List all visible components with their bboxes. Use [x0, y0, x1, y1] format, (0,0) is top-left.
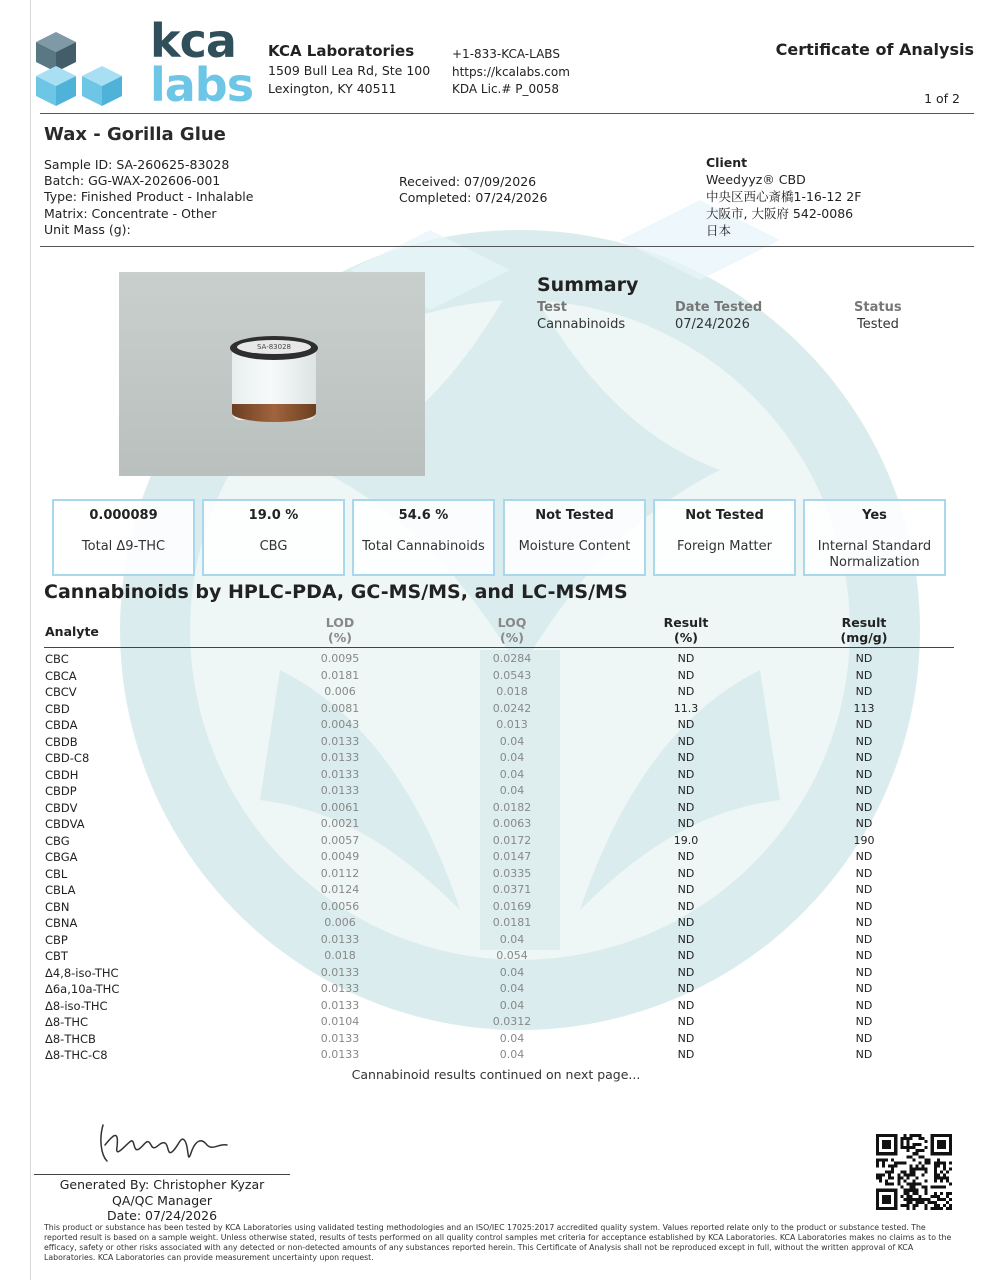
- loq-cell: 0.0312: [492, 1015, 532, 1028]
- summary-status-header: Status: [854, 300, 902, 315]
- result-pct-cell: ND: [677, 883, 695, 896]
- info-divider: [40, 246, 974, 247]
- analyte-cell: CBDVA: [45, 817, 85, 831]
- loq-cell: 0.04: [499, 734, 525, 748]
- document-title: Certificate of Analysis: [775, 40, 974, 59]
- col-header-loq-unit: (%): [500, 630, 524, 645]
- table-row: [44, 800, 956, 817]
- header-divider: [40, 113, 974, 114]
- lod-cell: 0.0056: [320, 899, 360, 913]
- loq-cell: 0.0063: [492, 817, 532, 830]
- lod-cell: 0.006: [324, 685, 356, 698]
- loq-cell: 0.0371: [492, 883, 532, 896]
- table-row: [44, 849, 956, 866]
- analyte-cell: CBDV: [45, 800, 78, 815]
- table-row: [44, 833, 956, 850]
- table-row: [44, 717, 956, 734]
- result-mg-cell: 113: [853, 701, 875, 715]
- loq-cell: 0.0172: [492, 833, 532, 847]
- col-header-loq-label: LOQ: [497, 615, 527, 630]
- summary-test-header: Test: [537, 300, 567, 315]
- table-row: [44, 948, 956, 965]
- result-mg-cell: ND: [855, 685, 873, 698]
- lod-cell: 0.0133: [320, 998, 360, 1012]
- col-header-loq: [472, 615, 552, 645]
- result-mg-cell: ND: [855, 1031, 873, 1045]
- loq-cell: 0.04: [499, 767, 525, 781]
- analyte-cell: CBG: [45, 833, 70, 848]
- card-internal-standard: [803, 499, 946, 576]
- dates-block: [399, 174, 547, 206]
- lod-cell: 0.018: [324, 949, 356, 962]
- signature-date: Date: 07/24/2026: [106, 1208, 218, 1223]
- analyte-cell: CBDB: [45, 734, 78, 749]
- lod-cell: 0.0133: [320, 767, 360, 781]
- analyte-cell: Δ4,8-iso-THC: [45, 965, 119, 980]
- logo-text-labs: labs: [150, 58, 254, 112]
- result-pct-cell: ND: [677, 817, 695, 830]
- result-pct-cell: ND: [677, 751, 695, 764]
- analyte-cell: CBL: [45, 866, 68, 881]
- loq-cell: 0.0147: [492, 850, 532, 863]
- loq-cell: 0.04: [499, 1048, 525, 1061]
- lab-address-line1: 1509 Bull Lea Rd, Ste 100: [268, 63, 431, 78]
- card-cbg: [202, 499, 345, 576]
- page-left-border: [30, 0, 31, 1280]
- result-pct-cell: ND: [677, 718, 695, 731]
- table-row: [44, 668, 956, 685]
- table-row: [44, 882, 956, 899]
- loq-cell: 0.04: [499, 784, 525, 797]
- result-mg-cell: ND: [855, 850, 873, 863]
- table-row: [44, 816, 956, 833]
- result-pct-cell: ND: [677, 1031, 695, 1045]
- result-pct-cell: ND: [677, 965, 695, 979]
- lod-cell: 0.0133: [320, 1048, 360, 1061]
- lod-cell: 0.0061: [320, 800, 360, 814]
- table-row: [44, 899, 956, 916]
- summary-title: Summary: [537, 274, 639, 296]
- client-block: [706, 154, 861, 239]
- result-mg-cell: ND: [855, 751, 873, 764]
- card-label: Internal Standard Normalization: [817, 539, 932, 570]
- lod-cell: 0.0112: [320, 866, 360, 880]
- summary-status-value: Tested: [857, 317, 899, 332]
- result-cards: [52, 499, 946, 576]
- analyte-cell: Δ8-iso-THC: [45, 998, 108, 1013]
- table-row: [44, 767, 956, 784]
- analyte-cell: CBDP: [45, 784, 77, 798]
- loq-cell: 0.054: [496, 949, 528, 962]
- sample-type: Type: Finished Product - Inhalable: [44, 189, 254, 205]
- client-name: Weedyyz® CBD: [706, 172, 806, 187]
- result-pct-cell: ND: [677, 734, 695, 748]
- client-address-line2: 大阪市, 大阪府 542-0086: [706, 206, 854, 221]
- result-mg-cell: ND: [855, 883, 873, 896]
- table-header-rule: [44, 647, 954, 648]
- lab-phone: +1-833-KCA-LABS: [452, 47, 560, 61]
- result-pct-cell: ND: [677, 982, 695, 995]
- loq-cell: 0.018: [496, 685, 528, 698]
- table-row: [44, 1014, 956, 1031]
- analyte-cell: CBDA: [45, 718, 78, 732]
- lod-cell: 0.0181: [320, 668, 360, 682]
- result-pct-cell: ND: [677, 949, 695, 962]
- batch: Batch: GG-WAX-202606-001: [44, 173, 221, 189]
- lab-website[interactable]: https://kcalabs.com: [452, 64, 570, 79]
- card-label: Total Cannabinoids: [362, 539, 485, 554]
- table-row: [44, 734, 956, 751]
- card-label: Foreign Matter: [677, 539, 772, 554]
- loq-cell: 0.0181: [492, 916, 532, 929]
- table-row: [44, 1047, 956, 1064]
- table-body: [44, 651, 956, 1064]
- col-header-result-pct: [646, 615, 726, 645]
- card-moisture-content: [503, 499, 646, 576]
- analyte-cell: CBT: [45, 949, 68, 963]
- table-row: [44, 684, 956, 701]
- table-row: [44, 651, 956, 668]
- lab-name: KCA Laboratories: [268, 42, 415, 60]
- col-header-lod: [300, 615, 380, 645]
- loq-cell: 0.0182: [492, 800, 532, 814]
- result-mg-cell: ND: [855, 652, 873, 665]
- analyte-cell: Δ8-THC-C8: [45, 1048, 108, 1062]
- card-value: 19.0 %: [248, 508, 299, 523]
- result-pct-cell: ND: [677, 800, 695, 814]
- lab-address-line2: Lexington, KY 40511: [268, 81, 397, 96]
- result-mg-cell: ND: [855, 1048, 873, 1061]
- col-header-result-mg: [824, 615, 904, 645]
- col-header-result-mg-label: Result: [841, 615, 887, 630]
- lab-address-block: [268, 42, 430, 98]
- loq-cell: 0.0242: [492, 701, 532, 715]
- lod-cell: 0.0081: [320, 701, 360, 715]
- table-row: [44, 932, 956, 949]
- analyte-cell: CBCV: [45, 685, 77, 699]
- col-header-result-pct-label: Result: [663, 615, 709, 630]
- card-total-cannabinoids: [352, 499, 495, 576]
- table-row: [44, 981, 956, 998]
- result-mg-cell: ND: [855, 1015, 873, 1028]
- card-value: Not Tested: [535, 508, 614, 523]
- table-row: [44, 866, 956, 883]
- result-pct-cell: ND: [677, 1048, 695, 1061]
- lod-cell: 0.0133: [320, 932, 360, 946]
- page-number: 1 of 2: [924, 91, 960, 106]
- disclaimer-text: This product or substance has been tested by KCA Laboratories using validated testing methodologies and an ISO/IEC 17025:2017 accredited quality system. Values reported relate only to the product or substance tested. The reported result is based on a sample weight. Unless otherwise stated, results of tests performed on all quality control samples met criteria for acceptance established by KCA Laboratories. KCA Laboratories makes no claims as to the efficacy, safety or other risks associated with any detected or non-detected amounts of any substances reported herein. This Certificate of Analysis shall not be reproduced except in full, without the written approval of KCA Laboratories. KCA Laboratories can provide measurement uncertainty upon request.: [44, 1223, 952, 1262]
- result-pct-cell: 11.3: [673, 701, 699, 715]
- card-label: CBG: [259, 539, 288, 554]
- table-row: [44, 750, 956, 767]
- table-row: [44, 998, 956, 1015]
- loq-cell: 0.04: [499, 932, 525, 946]
- generated-by: Generated By: Christopher Kyzar: [59, 1177, 265, 1192]
- qr-code[interactable]: [876, 1134, 952, 1210]
- analyte-cell: CBC: [45, 652, 69, 666]
- loq-cell: 0.04: [499, 751, 525, 764]
- loq-cell: 0.04: [499, 998, 525, 1012]
- lod-cell: 0.0133: [320, 965, 360, 979]
- logo-cubes-icon: [30, 26, 134, 106]
- result-mg-cell: ND: [855, 899, 873, 913]
- card-foreign-matter: [653, 499, 796, 576]
- result-mg-cell: 190: [853, 833, 875, 847]
- lod-cell: 0.006: [324, 916, 356, 929]
- lod-cell: 0.0104: [320, 1015, 360, 1028]
- analyte-cell: Δ8-THC: [45, 1015, 89, 1029]
- lod-cell: 0.0133: [320, 982, 360, 995]
- completed-date: Completed: 07/24/2026: [399, 190, 548, 206]
- result-pct-cell: ND: [677, 899, 695, 913]
- analyte-cell: CBGA: [45, 850, 78, 864]
- table-row: [44, 783, 956, 800]
- card-value: Not Tested: [685, 508, 764, 523]
- result-mg-cell: ND: [855, 866, 873, 880]
- loq-cell: 0.0284: [492, 652, 532, 665]
- lod-cell: 0.0043: [320, 718, 360, 731]
- loq-cell: 0.0543: [492, 668, 532, 682]
- col-header-result-mg-unit: (mg/g): [840, 630, 888, 645]
- analyte-cell: CBD-C8: [45, 751, 90, 765]
- col-header-analyte: Analyte: [45, 624, 99, 639]
- analyte-cell: CBDH: [45, 767, 79, 782]
- result-mg-cell: ND: [855, 916, 873, 929]
- analyte-cell: CBN: [45, 899, 70, 914]
- result-pct-cell: ND: [677, 652, 695, 665]
- loq-cell: 0.0169: [492, 899, 532, 913]
- lod-cell: 0.0133: [320, 1031, 360, 1045]
- sample-matrix: Matrix: Concentrate - Other: [44, 205, 217, 221]
- result-mg-cell: ND: [855, 965, 873, 979]
- result-mg-cell: ND: [855, 800, 873, 814]
- table-row: [44, 1031, 956, 1048]
- card-value: 0.000089: [89, 508, 158, 523]
- summary-test-value: Cannabinoids: [537, 317, 626, 332]
- card-total-d9-thc: [52, 499, 195, 576]
- analyte-cell: CBNA: [45, 916, 78, 930]
- analyte-cell: CBLA: [45, 883, 76, 897]
- loq-cell: 0.013: [496, 718, 528, 731]
- result-pct-cell: ND: [677, 685, 695, 698]
- unit-mass: Unit Mass (g):: [44, 221, 131, 237]
- col-header-result-pct-unit: (%): [674, 630, 698, 645]
- client-label: Client: [706, 155, 748, 170]
- card-label: Total Δ9-THC: [81, 539, 166, 554]
- table-row: [44, 701, 956, 718]
- lod-cell: 0.0133: [320, 751, 360, 764]
- col-header-lod-unit: (%): [328, 630, 352, 645]
- summary-date-value: 07/24/2026: [675, 317, 750, 332]
- card-value: 54.6 %: [398, 508, 449, 523]
- jar-base: [232, 404, 316, 422]
- analyte-cell: CBP: [45, 932, 68, 947]
- lod-cell: 0.0133: [320, 734, 360, 748]
- lod-cell: 0.0049: [320, 850, 360, 863]
- logo-text-kca: kca: [150, 14, 236, 68]
- loq-cell: 0.04: [499, 982, 525, 995]
- loq-cell: 0.0335: [492, 866, 532, 880]
- lab-contact-block: [452, 46, 570, 99]
- card-value: Yes: [862, 508, 887, 523]
- result-pct-cell: ND: [677, 916, 695, 929]
- card-label: Moisture Content: [518, 539, 631, 554]
- result-pct-cell: ND: [677, 932, 695, 946]
- result-pct-cell: 19.0: [673, 833, 699, 847]
- signer-role: QA/QC Manager: [112, 1192, 212, 1208]
- result-mg-cell: ND: [855, 767, 873, 781]
- lod-cell: 0.0133: [320, 784, 360, 797]
- signature-line: [34, 1174, 290, 1175]
- signer-block: [34, 1177, 290, 1224]
- table-row: [44, 965, 956, 982]
- result-mg-cell: ND: [855, 949, 873, 962]
- client-country: 日本: [706, 223, 732, 238]
- result-pct-cell: ND: [677, 850, 695, 863]
- loq-cell: 0.04: [499, 1031, 525, 1045]
- result-mg-cell: ND: [855, 932, 873, 946]
- result-mg-cell: ND: [855, 982, 873, 995]
- analyte-cell: CBD: [45, 701, 70, 716]
- cannabinoids-section-title: Cannabinoids by HPLC-PDA, GC-MS/MS, and LC-MS/MS: [44, 581, 628, 603]
- summary-date-header: Date Tested: [675, 300, 763, 315]
- sample-info-block: [44, 157, 253, 238]
- result-mg-cell: ND: [855, 784, 873, 797]
- product-title: Wax - Gorilla Glue: [44, 124, 226, 145]
- result-pct-cell: ND: [677, 866, 695, 880]
- result-pct-cell: ND: [677, 784, 695, 797]
- lab-license: KDA Lic.# P_0058: [452, 82, 559, 96]
- result-mg-cell: ND: [855, 718, 873, 731]
- lod-cell: 0.0124: [320, 883, 360, 896]
- result-pct-cell: ND: [677, 767, 695, 781]
- result-pct-cell: ND: [677, 998, 695, 1012]
- continued-note: Cannabinoid results continued on next page...: [351, 1067, 641, 1082]
- kca-labs-logo: [30, 14, 254, 112]
- result-mg-cell: ND: [855, 668, 873, 682]
- result-mg-cell: ND: [855, 998, 873, 1012]
- sample-id: Sample ID: SA-260625-83028: [44, 157, 230, 172]
- analyte-cell: CBCA: [45, 668, 77, 683]
- lod-cell: 0.0021: [320, 817, 360, 830]
- signature-graphic: [95, 1115, 235, 1169]
- result-pct-cell: ND: [677, 668, 695, 682]
- loq-cell: 0.04: [499, 965, 525, 979]
- jar-label: SA-83028: [237, 340, 311, 354]
- col-header-lod-label: LOD: [325, 615, 355, 630]
- analyte-cell: Δ6a,10a-THC: [45, 982, 120, 996]
- lod-cell: 0.0057: [320, 833, 360, 847]
- result-pct-cell: ND: [677, 1015, 695, 1028]
- result-mg-cell: ND: [855, 734, 873, 748]
- sample-photo: [119, 272, 425, 476]
- table-row: [44, 915, 956, 932]
- received-date: Received: 07/09/2026: [399, 174, 537, 189]
- result-mg-cell: ND: [855, 817, 873, 830]
- analyte-cell: Δ8-THCB: [45, 1031, 96, 1046]
- lod-cell: 0.0095: [320, 652, 360, 665]
- client-address-line1: 中央区西心斎橋1-16-12 2F: [706, 189, 862, 204]
